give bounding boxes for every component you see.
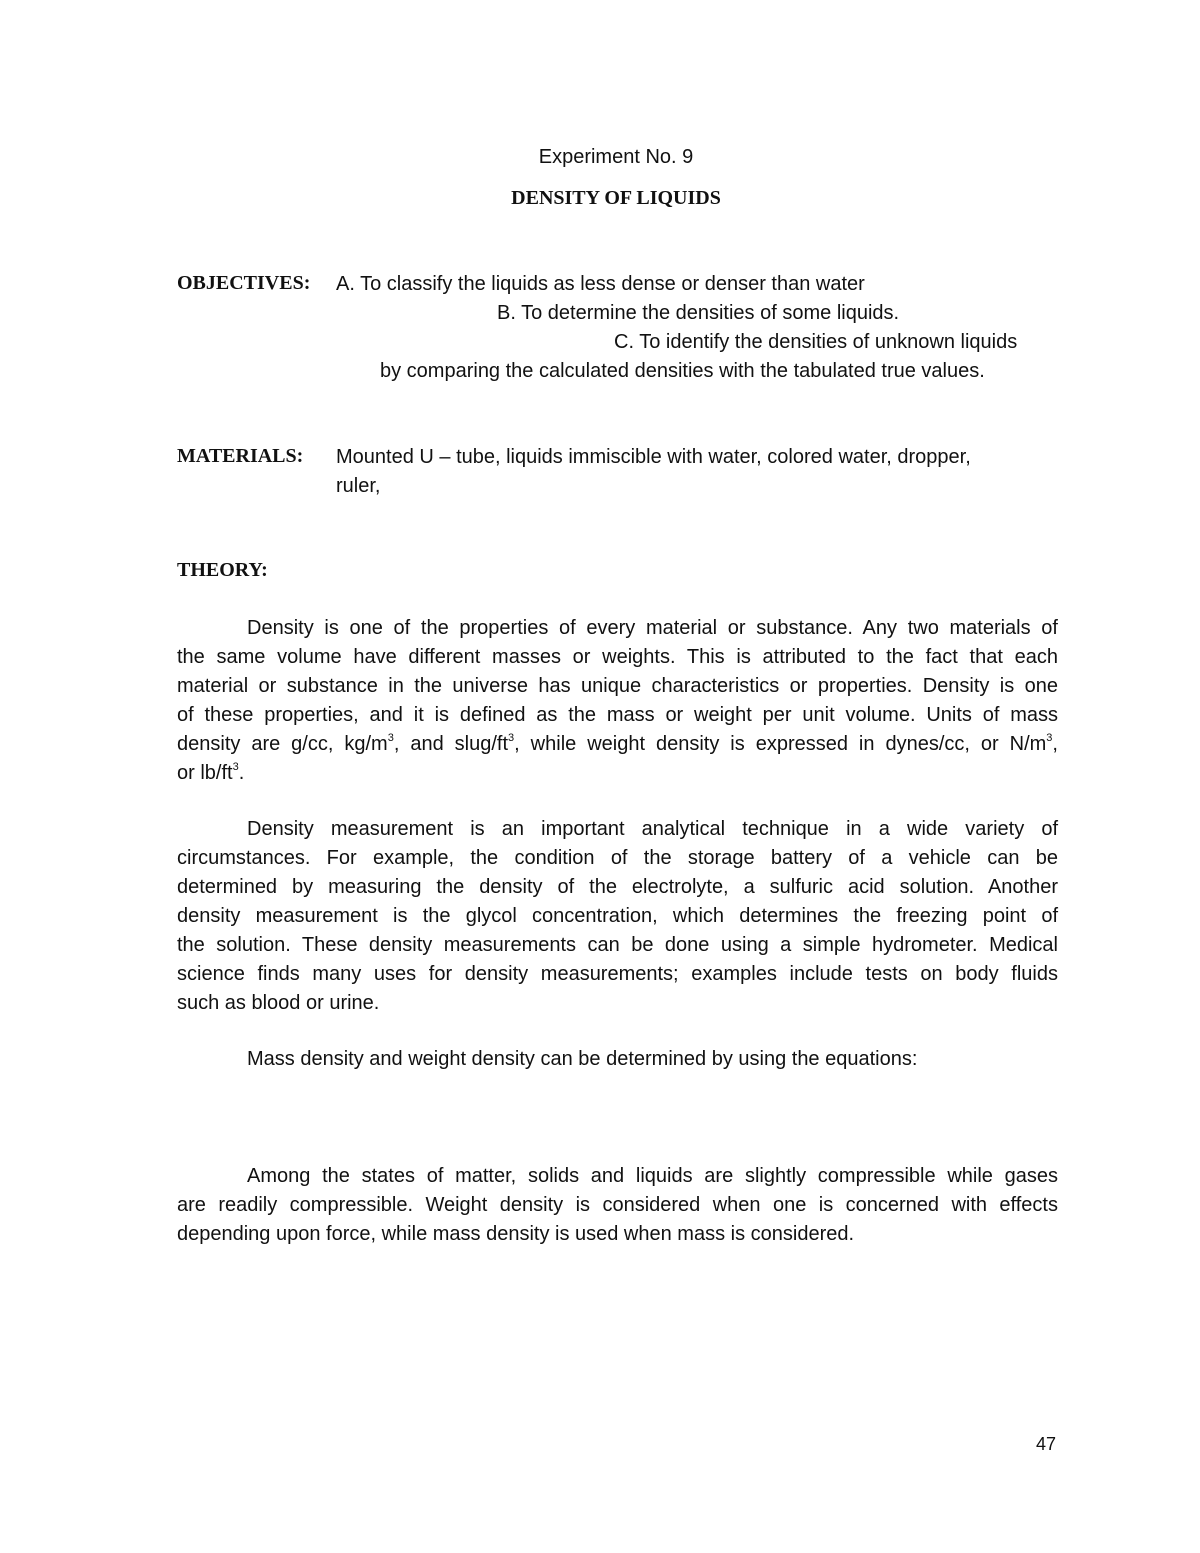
units-text: , and slug/ft [393,733,509,755]
materials-line-2: ruler, [336,475,381,497]
paragraph-line: the solution. These density measurements can be done using a simple hydrometer. Medical [177,934,1058,956]
paragraph-line: material or substance in the universe has unique characteristics or properties. Density is one [177,675,1058,697]
theory-label: THEORY: [177,559,268,581]
document-title: DENSITY OF LIQUIDS [511,187,721,209]
objective-c-continued: by comparing the calculated densities with the tabulated true values. [380,360,985,382]
paragraph-line: density measurement is the glycol concentration, which determines the freezing point of [177,905,1058,927]
paragraph-line: circumstances. For example, the condition of the storage battery of a vehicle can be [177,847,1058,869]
paragraph-line: depending upon force, while mass density is used when mass is considered. [177,1223,855,1245]
theory-paragraph-2 [177,815,1058,1018]
objective-c: C. To identify the densities of unknown liquids [614,331,1018,353]
paragraph-line: determined by measuring the density of the electrolyte, a sulfuric acid solution. Another [177,876,1058,898]
theory-paragraph-4 [177,1162,1058,1249]
objective-b: B. To determine the densities of some liquids. [497,302,900,324]
theory-paragraph-3: Mass density and weight density can be determined by using the equations: [247,1048,918,1070]
materials-label: MATERIALS: [177,445,304,467]
paragraph-line: science finds many uses for density measurements; examples include tests on body fluids [177,963,1058,985]
theory-paragraph-1 [177,614,1058,788]
objectives-label: OBJECTIVES: [177,272,311,294]
objective-a: A. To classify the liquids as less dense or denser than water [336,273,865,295]
paragraph-line: Density measurement is an important analytical technique in a wide variety of [247,818,1058,840]
units-text: or lb/ft [177,762,233,784]
exponent: 3 [1046,732,1053,745]
units-text: . [238,762,245,784]
paragraph-line-units [177,759,1058,788]
experiment-number: Experiment No. 9 [538,146,694,168]
paragraph-line: are readily compressible. Weight density is considered when one is concerned with effects [177,1194,1058,1216]
paragraph-line: of these properties, and it is defined as the mass or weight per unit volume. Units of mass [177,704,1058,726]
paragraph-line-units [177,730,1058,759]
exponent: 3 [387,732,394,745]
paragraph-line: Among the states of matter, solids and liquids are slightly compressible while gases [247,1165,1058,1187]
paragraph-line: such as blood or urine. [177,992,380,1014]
exponent: 3 [508,732,515,745]
units-text: density are g/cc, kg/m [177,733,388,755]
paragraph-line: the same volume have different masses or weights. This is attributed to the fact that each [177,646,1058,668]
paragraph-line: Density is one of the properties of every material or substance. Any two materials of [247,617,1058,639]
page-number: 47 [1036,1434,1057,1454]
materials-line-1: Mounted U – tube, liquids immiscible with water, colored water, dropper, [336,446,971,468]
exponent: 3 [232,761,239,774]
units-text: , [1052,733,1058,755]
units-text: , while weight density is expressed in dynes/cc, or N/m [514,733,1047,755]
